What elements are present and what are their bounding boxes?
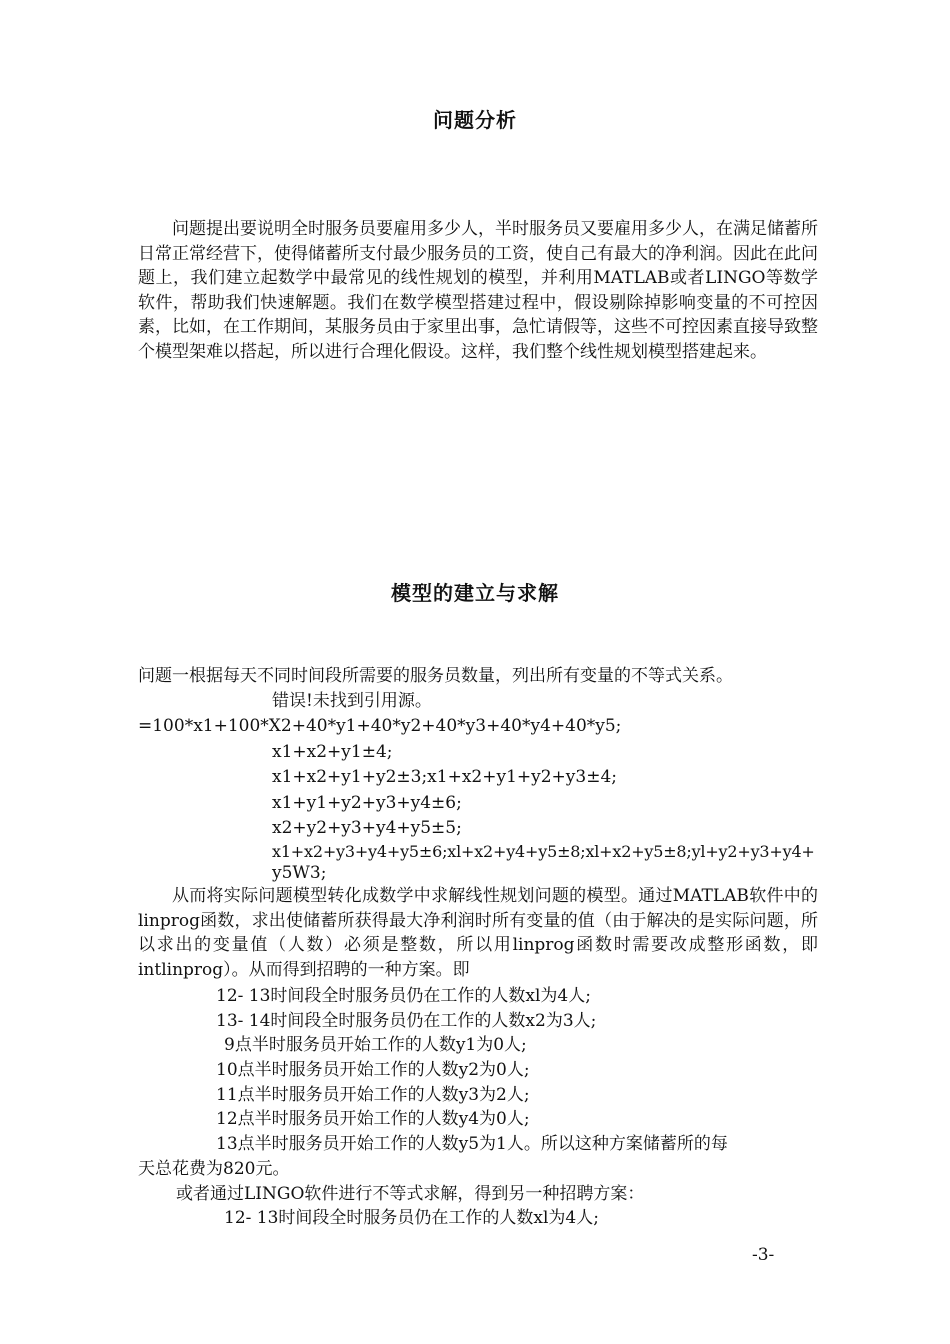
constraint-line: y5W3;	[272, 863, 327, 883]
constraint-line: x1+x2+y1+y2±3;x1+x2+y1+y2+y3±4;	[272, 767, 617, 787]
result-line: 12- 13时间段全时服务员仍在工作的人数xl为4人;	[216, 986, 591, 1006]
lingo-intro-line: 或者通过LINGO软件进行不等式求解，得到另一种招聘方案：	[176, 1184, 645, 1204]
model-intro-line: 问题一根据每天不同时间段所需要的服务员数量，列出所有变量的不等式关系。	[138, 666, 733, 686]
constraint-line: x2+y2+y3+y4+y5±5;	[272, 818, 462, 838]
result-line: 13- 14时间段全时服务员仍在工作的人数x2为3人;	[216, 1011, 597, 1031]
result-line: 12点半时服务员开始工作的人数y4为0人;	[216, 1109, 530, 1129]
section-heading-model-building: 模型的建立与求解	[391, 581, 559, 605]
result-line: 13点半时服务员开始工作的人数y5为1人。所以这种方案储蓄所的每	[216, 1134, 728, 1154]
problem-analysis-paragraph: 问题提出要说明全时服务员要雇用多少人，半时服务员又要雇用多少人，在满足储蓄所日常正常经营下，使得储蓄所支付最少服务员的工资，使自己有最大的净利润。因此在此问题上，我们建立起数学中最常见的线性规划的模型，并利用MATLAB或者LINGO等数学软件，帮助我们快速解题。我们在数学模型搭建过程中，假设剔除掉影响变量的不可控因素，比如，在工作期间，某服务员由于家里出事，急忙请假等，这些不可控因素直接导致整个模型架难以搭起，所以进行合理化假设。这样，我们整个线性规划模型搭建起来。	[138, 219, 818, 362]
model-solution-paragraph: 从而将实际问题模型转化成数学中求解线性规划问题的模型。通过MATLAB软件中的linprog函数，求出使储蓄所获得最大净利润时所有变量的值（由于解决的是实际问题，所以求出的变量值（人数）必须是整数，所以用linprog函数时需要改成整形函数，即intlinprog）。从而得到招聘的一种方案。即	[138, 886, 818, 980]
constraint-line: x1+y1+y2+y3+y4±6;	[272, 793, 462, 813]
page-number: -3-	[752, 1245, 775, 1265]
reference-error-text: 错误!未找到引用源。	[272, 691, 432, 711]
result-line: 11点半时服务员开始工作的人数y3为2人;	[216, 1085, 530, 1105]
result-line: 10点半时服务员开始工作的人数y2为0人;	[216, 1060, 530, 1080]
result-total-cost: 天总花费为820元。	[138, 1159, 290, 1179]
section-heading-problem-analysis: 问题分析	[433, 108, 517, 132]
result-line: 9点半时服务员开始工作的人数y1为0人;	[224, 1035, 527, 1055]
objective-function: =100*x1+100*X2+40*y1+40*y2+40*y3+40*y4+40*y5;	[138, 716, 622, 736]
lingo-result-line: 12- 13时间段全时服务员仍在工作的人数xl为4人;	[224, 1208, 599, 1228]
constraint-line: x1+x2+y1±4;	[272, 742, 393, 762]
constraint-line: x1+x2+y3+y4+y5±6;xl+x2+y4+y5±8;xl+x2+y5±8;yl+y2+y3+y4+	[272, 842, 815, 861]
